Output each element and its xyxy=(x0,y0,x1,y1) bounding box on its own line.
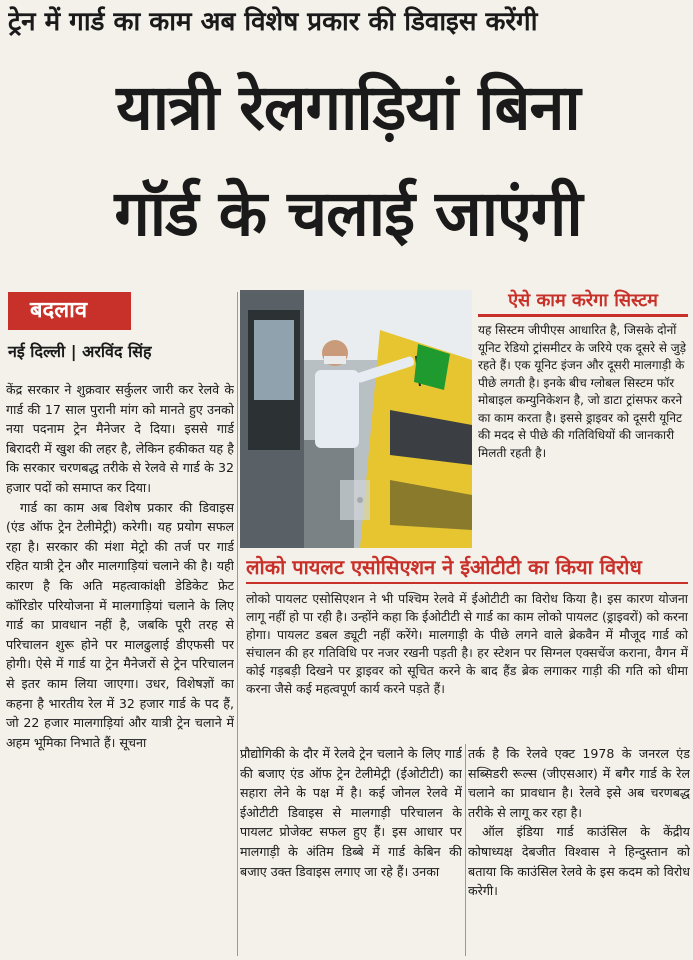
kicker-line: ट्रेन में गार्ड का काम अब विशेष प्रकार की डिवाइस करेंगी xyxy=(8,7,538,37)
column1-paragraph-2: गार्ड का काम अब विशेष प्रकार की डिवाइस (एंड ऑफ ट्रेन टेलीमेट्री) करेगी। यह प्रयोग सफल रहा है। सरकार की मंशा मेट्रो की तर्ज पर गार्ड रहित यात्री ट्रेन और मालगाड़ियां चलाने की है। यही कारण है कि अति महत्वाकांक्षी डेडिकेट फ्रेट कॉरिडोर परियोजना में मालगाड़ियां चलाने के लिए गार्ड का प्रावधान नहीं है, जबकि पूरी तरह से परिचालन शुरू होने पर मालढुलाई डीएफसी पर होगी। ऐसे में गार्ड या ट्रेन मैनेजरों से ट्रेन परिचालन से इतर काम लिया जाएगा। उधर, विशेषज्ञों का कहना है भारतीय रेल में 32 हजार गार्ड के पद हैं, जो 22 हजार मालगाड़ियां और यात्री ट्रेन चलाने में अहम भूमिका निभाते हैं। सूचना xyxy=(6,499,234,750)
column-divider xyxy=(237,292,238,956)
article-column-1 xyxy=(6,380,234,956)
column3-paragraph-1: तर्क है कि रेलवे एक्ट 1978 के जनरल एंड सब्सिडरी रूल्स (जीएसआर) में बगैर गार्ड के रेल चलाने का प्रावधान है। रेलवे इसे अब चरणबद्ध तरीके से लागू कर रहा है। xyxy=(468,746,690,820)
headline-line-1: यात्री रेलगाड़ियां बिना xyxy=(116,71,580,144)
sidebar-body: यह सिस्टम जीपीएस आधारित है, जिसके दोनों यूनिट रेडियो ट्रांसमीटर के जरिये एक दूसरे से जुड़े रहते हैं। एक यूनिट इंजन और दूसरी मालगाड़ी के पीछे लगती है। इनके बीच ग्लोबल सिस्टम फॉर मोबाइल कम्युनिकेशन है, जो डाटा ट्रांसफर करने का काम करता है। इससे ड्राइवर को दूसरी यूनिट की मदद से पीछे की गतिविधियों की जानकारी मिलती रहती है। xyxy=(478,323,687,460)
article-column-3 xyxy=(468,744,690,956)
column3-paragraph-2: ऑल इंडिया गार्ड काउंसिल के केंद्रीय कोषाध्यक्ष देबजीत विश्वास ने हिन्दुस्तान को बताया कि काउंसिल रेलवे के इस कदम को विरोध करेगी। xyxy=(468,824,690,899)
photo-illustration xyxy=(240,290,472,548)
sidebar-title: ऐसे काम करेगा सिस्टम xyxy=(508,290,658,311)
guard-train-photo xyxy=(240,290,472,548)
subsection-title: लोको पायलट एसोसिएशन ने ईओटीटी का किया विरोध xyxy=(246,555,642,579)
byline: नई दिल्ली | अरविंद सिंह xyxy=(8,342,152,361)
column1-paragraph-1: केंद्र सरकार ने शुक्रवार सर्कुलर जारी कर रेलवे के गार्ड की 17 साल पुरानी मांग को मानते हुए उनको नया पदनाम ट्रेन मैनेजर दे दिया। इससे गार्ड बिरादरी में खुश की लहर है, लेकिन हकीकत यह है कि सरकार चरणबद्ध तरीके से रेलवे से गार्ड के 32 हजार पदों को समाप्त कर दिया। xyxy=(6,382,234,495)
subsection-body: लोको पायलट एसोसिएशन ने भी पश्चिम रेलवे में ईओटीटी का विरोध किया है। इस कारण योजना लागू नहीं हो पा रही है। उन्होंने कहा कि ईओटीटी से गार्ड का काम लोको पायलट (ड्राइवरों) को करना होगा। पायलट डबल ड्यूटी नहीं करेंगे। मालगाड़ी के पीछे लगने वाले ब्रेकवैन में मौजूद गार्ड को संचालन की हर गतिविधि पर नजर रखनी पड़ती है। हर स्टेशन पर सिग्नल एक्सचेंज कराना, वैगन में कोई गड़बड़ी दिखने पर ड्राइवर को सूचित करने के बाद हैंड ब्रेक लगाकर गाड़ी की गति को धीमा करना जैसे कई महत्वपूर्ण कार्य करने पड़ते हैं। xyxy=(246,591,688,696)
section-tag: बदलाव xyxy=(8,292,131,330)
column-divider-2 xyxy=(465,744,466,956)
subsection-rule xyxy=(246,582,688,584)
sidebar-rule xyxy=(478,314,688,317)
headline-line-2: गॉर्ड के चलाई जाएंगी xyxy=(114,177,582,250)
article-column-2: प्रौद्योगिकी के दौर में रेलवे ट्रेन चलाने के लिए गार्ड की बजाए एंड ऑफ ट्रेन टेलीमेट्री (ईओटीटी) का सहारा लेने के पक्ष में है। कई जोनल रेलवे में ईओटीटी डिवाइस से मालगाड़ी परिचालन के पायलट प्रोजेक्ट सफल हुए हैं। इस आधार पर मालगाड़ी के अंतिम डिब्बे में गार्ड केबिन की बजाए उक्त डिवाइस लगाए जा रहे हैं। उनका xyxy=(240,746,462,879)
